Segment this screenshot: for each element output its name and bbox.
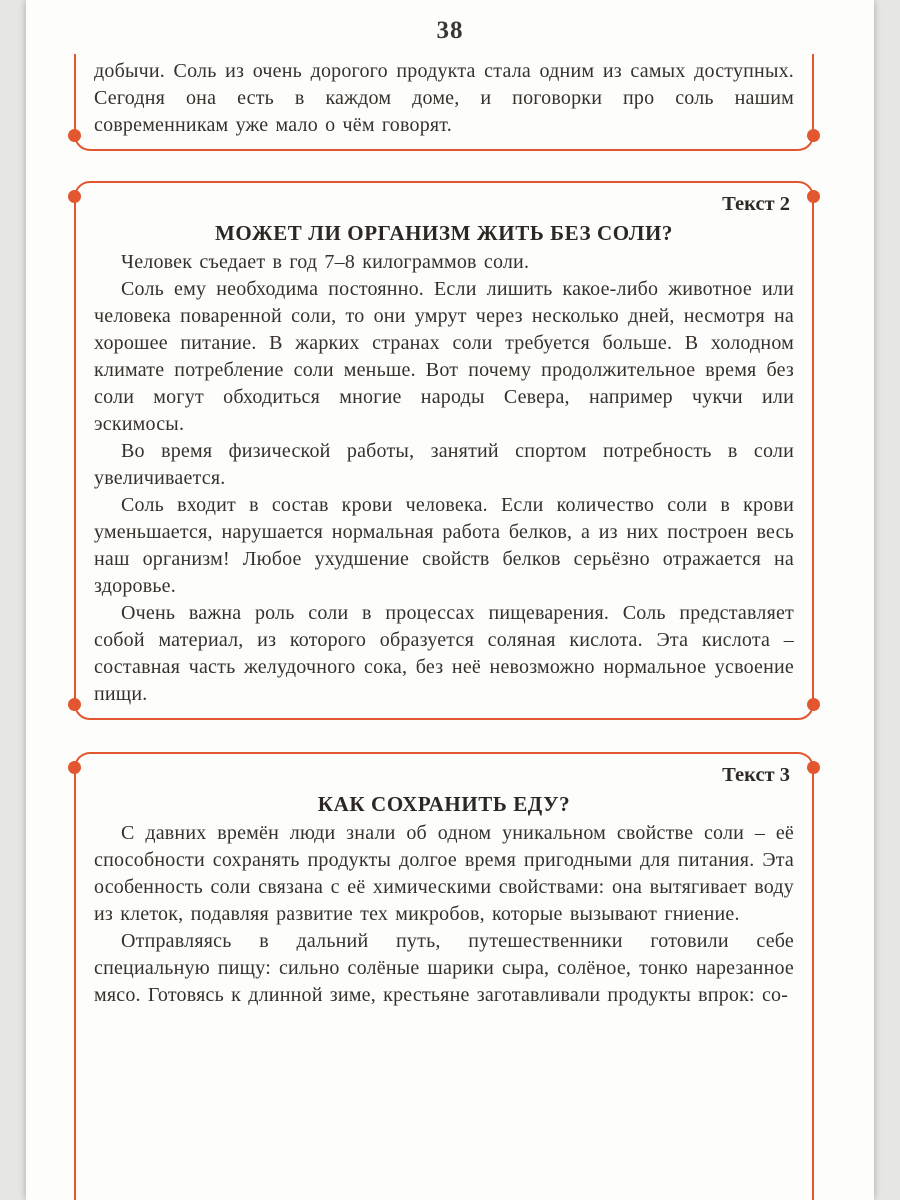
text-box-3 [74,752,814,1200]
paragraph: Соль ему необходима постоянно. Если лишить какое-либо животное или человека поваренной соли, то они умрут через несколько дней, несмотря на хорошее питание. В жарких странах соли требуется больше. В холодном климате потребление соли меньше. Вот почему продолжительное время без соли могут обходиться многие народы Севера, например чукчи или эскимосы. [94,278,794,435]
text-box-2 [74,181,814,720]
text-title: КАК СОХРАНИТЬ ЕДУ? [317,792,571,816]
text-box-1 [74,54,814,151]
corner-dot [807,698,820,711]
corner-dot [68,761,81,774]
paragraph: Отправляясь в дальний путь, путешественники готовили себе специальную пищу: сильно солёные шарики сыра, солёное, тонко нарезанное мясо. Готовясь к длинной зиме, крестьяне заготавливали продукты впрок: со- [94,930,794,1006]
corner-dot [807,129,820,142]
corner-dot [68,698,81,711]
page-number: 38 [436,17,464,44]
text-label: Текст 3 [722,764,790,786]
paragraph: Во время физической работы, занятий спортом потребность в соли увеличивается. [94,440,794,489]
text-label: Текст 2 [722,193,790,215]
paragraph: Соль входит в состав крови человека. Если количество соли в крови уменьшается, нарушается нормальная работа белков, а из них построен весь наш организм! Любое ухудшение свойств белков серьёзно отражается на здоровье. [94,494,794,597]
corner-dot [68,190,81,203]
paragraph: Очень важна роль соли в процессах пищеварения. Соль представляет собой материал, из которого образуется соляная кислота. Эта кислота – составная часть желудочного сока, без неё невозможно нормальное усвоение пищи. [94,602,794,705]
corner-dot [807,761,820,774]
paragraph: С давних времён люди знали об одном уникальном свойстве соли – её способности сохранять продукты долгое время пригодными для питания. Эта особенность соли связана с её химическими свойствами: она вытягивает воду из клеток, подавляя развитие тех микробов, которые вызывают гниение. [94,822,794,925]
text-title: МОЖЕТ ЛИ ОРГАНИЗМ ЖИТЬ БЕЗ СОЛИ? [215,221,673,245]
corner-dot [807,190,820,203]
paragraph: Человек съедает в год 7–8 килограммов соли. [121,251,530,273]
corner-dot [68,129,81,142]
book-page [26,0,874,1200]
paragraph: добычи. Соль из очень дорогого продукта стала одним из самых доступных. Сегодня она есть в каждом доме, и поговорки про соль нашим современникам уже мало о чём говорят. [94,60,794,136]
